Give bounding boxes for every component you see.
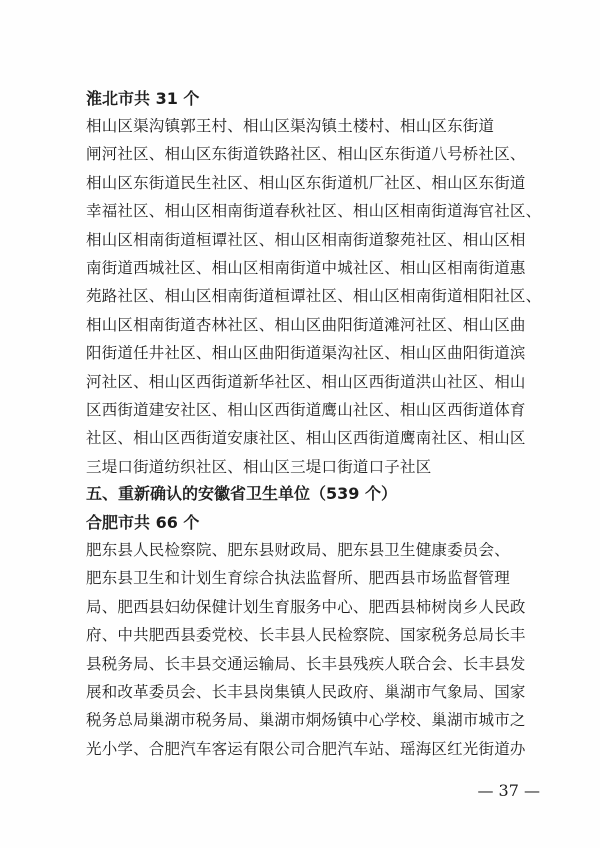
section-heading-huaibei: 淮北市共 31 个 <box>86 89 200 108</box>
paragraph-line: 幸福社区、相山区相南街道春秋社区、相山区相南街道海官社区、 <box>86 202 542 221</box>
paragraph-line: 光小学、合肥汽车客运有限公司合肥汽车站、瑶海区红光街道办 <box>86 739 526 758</box>
huaibei-units-paragraph <box>86 112 542 481</box>
paragraph-line: 相山区相南街道桓谭社区、相山区相南街道黎苑社区、相山区相 <box>86 230 526 249</box>
paragraph-line: 展和改革委员会、长丰县岗集镇人民政府、巢湖市气象局、国家 <box>86 682 526 701</box>
paragraph-line: 相山区相南街道杏林社区、相山区曲阳街道滩河社区、相山区曲 <box>86 315 526 334</box>
paragraph-line: 区西街道建安社区、相山区西街道鹰山社区、相山区西街道体育 <box>86 400 526 419</box>
paragraph-line: 苑路社区、相山区相南街道桓谭社区、相山区相南街道相阳社区、 <box>86 287 542 306</box>
paragraph-line: 相山区渠沟镇郭王村、相山区渠沟镇土楼村、相山区东街道 <box>86 117 495 135</box>
paragraph-line: 相山区东街道民生社区、相山区东街道机厂社区、相山区东街道 <box>86 173 526 192</box>
section-heading-five: 五、重新确认的安徽省卫生单位（539 个） <box>86 484 397 503</box>
paragraph-line: 社区、相山区西街道安康社区、相山区西街道鹰南社区、相山区 <box>86 429 526 448</box>
paragraph-line: 肥东县卫生和计划生育综合执法监督所、肥西县市场监督管理 <box>86 569 510 588</box>
paragraph-line: 局、肥西县妇幼保健计划生育服务中心、肥西县柿树岗乡人民政 <box>86 597 526 616</box>
paragraph-line: 闸河社区、相山区东街道铁路社区、相山区东街道八号桥社区、 <box>86 145 526 164</box>
section-heading-hefei: 合肥市共 66 个 <box>86 513 200 532</box>
paragraph-line: 肥东县人民检察院、肥东县财政局、肥东县卫生健康委员会、 <box>86 541 510 559</box>
paragraph-line: 河社区、相山区西街道新华社区、相山区西街道洪山社区、相山 <box>86 372 526 391</box>
page-number: — 37 — <box>477 781 540 800</box>
paragraph-line: 阳街道任井社区、相山区曲阳街道渠沟社区、相山区曲阳街道滨 <box>86 344 526 363</box>
paragraph-line: 税务总局巢湖市税务局、巢湖市烔炀镇中心学校、巢湖市城市之 <box>86 711 526 730</box>
paragraph-line: 府、中共肥西县委党校、长丰县人民检察院、国家税务总局长丰 <box>86 626 526 645</box>
paragraph-line: 三堤口街道纺织社区、相山区三堤口街道口子社区 <box>86 457 432 476</box>
paragraph-line: 南街道西城社区、相山区相南街道中城社区、相山区相南街道惠 <box>86 258 526 277</box>
paragraph-line: 县税务局、长丰县交通运输局、长丰县残疾人联合会、长丰县发 <box>86 654 526 673</box>
hefei-units-paragraph <box>86 536 542 763</box>
